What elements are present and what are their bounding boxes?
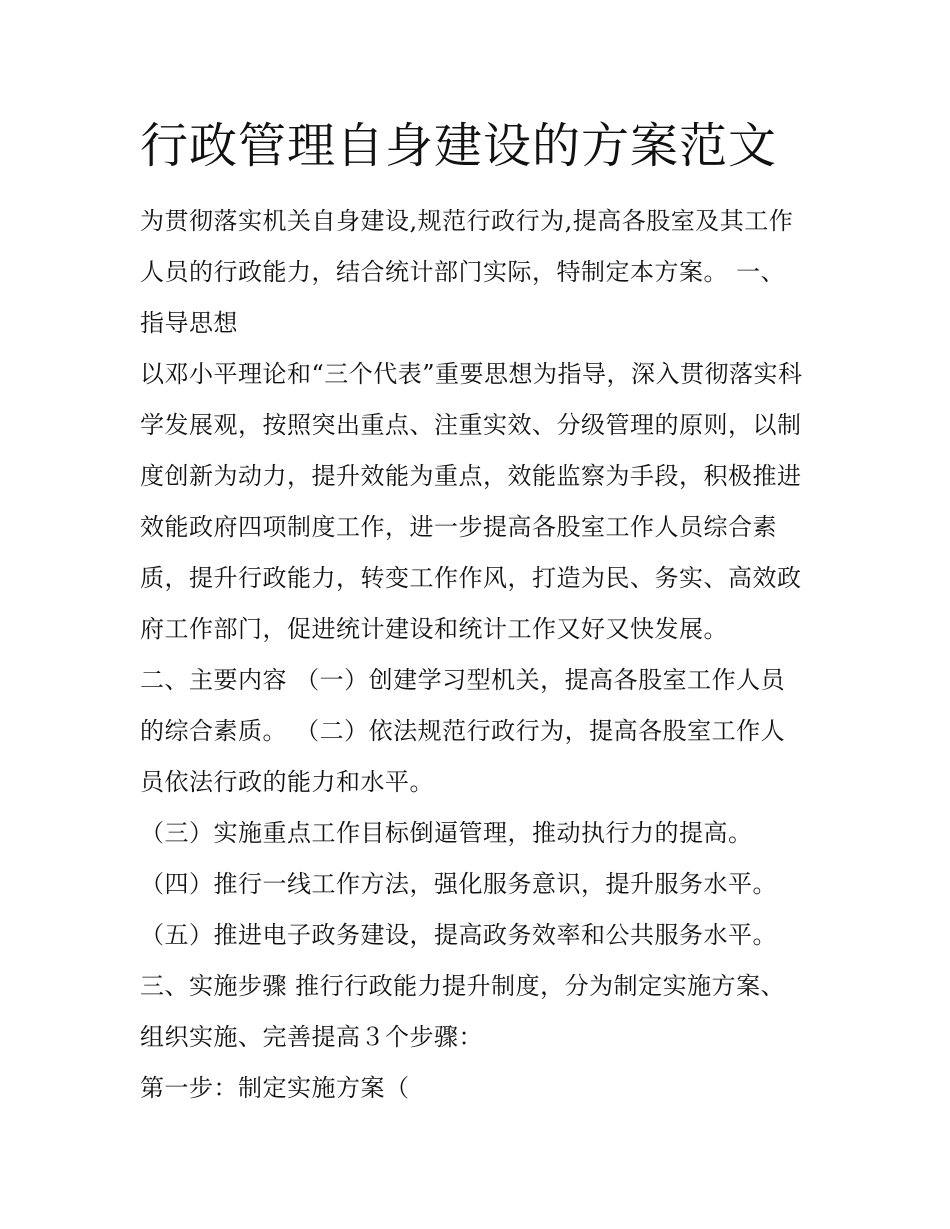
body-line-11: 的综合素质。 （二）依法规范行政行为，提高各股室工作人 [140, 717, 786, 745]
body-line-13: （三）实施重点工作目标倒逼管理，推动执行力的提高。 [140, 819, 753, 847]
body-line-5: 学发展观，按照突出重点、注重实效、分级管理的原则，以制 [140, 411, 802, 439]
body-line-7: 效能政府四项制度工作，进一步提高各股室工作人员综合素 [140, 513, 777, 541]
body-line-1: 为贯彻落实机关自身建设,规范行政行为,提高各股室及其工作 [140, 207, 794, 235]
body-line-10: 二、主要内容 （一）创建学习型机关，提高各股室工作人员 [140, 666, 786, 694]
body-line-14: （四）推行一线工作方法，强化服务意识，提升服务水平。 [140, 870, 777, 898]
body-line-8: 质，提升行政能力，转变工作作风，打造为民、务实、高效政 [140, 564, 802, 592]
body-line-6: 度创新为动力，提升效能为重点，效能监察为手段，积极推进 [140, 462, 802, 490]
body-line-4: 以邓小平理论和“三个代表”重要思想为指导，深入贯彻落实科 [140, 360, 803, 388]
body-line-15: （五）推进电子政务建设，提高政务效率和公共服务水平。 [140, 921, 777, 949]
body-line-17: 组织实施、完善提高３个步骤： [140, 1023, 483, 1051]
body-line-3: 指导思想 [140, 309, 238, 337]
body-line-16: 三、实施步骤 推行行政能力提升制度，分为制定实施方案、 [140, 972, 786, 1000]
body-line-9: 府工作部门，促进统计建设和统计工作又好又快发展。 [140, 615, 728, 643]
body-line-2: 人员的行政能力，结合统计部门实际，特制定本方案。 一、 [140, 258, 786, 286]
body-line-12: 员依法行政的能力和水平。 [140, 768, 434, 796]
document-title: 行政管理自身建设的方案范文 [140, 118, 778, 174]
body-line-18: 第一步：制定实施方案（ [140, 1074, 410, 1102]
